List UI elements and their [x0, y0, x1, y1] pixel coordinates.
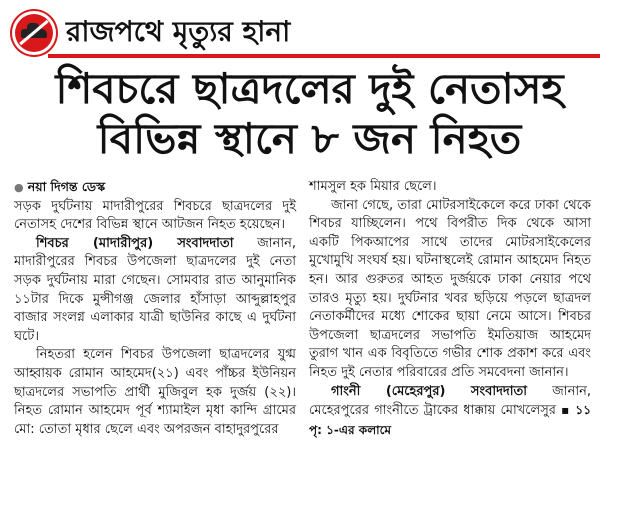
section-header	[8, 8, 598, 58]
byline	[14, 178, 296, 198]
continuation-note: ▪ ১১ পৃ: ১-এর কলামে	[309, 403, 592, 437]
dateline-shibchar: শিবচর (মাদারীপুর) সংবাদদাতা	[36, 235, 234, 251]
paragraph-4	[309, 383, 591, 441]
dateline-gangni: গাংনী (মেহেরপুর) সংবাদদাতা	[331, 383, 528, 399]
paragraph-2: নিহতরা হলেন শিবচর উপজেলা ছাত্রদলের যুগ্ম আহ্বায়ক রোমান আহমেদ(২১) এবং পাঁচ্চর ইউনিয়ন ছাত্রদলের সভাপতি প্রার্থী মুজিবুল হক দুর্জয় (২২)। নিহত রোমান আহমেদ পূর্ব শ্যামাইল মৃধা কান্দি গ্রামের মো: তোতা মৃধার ছেলে এবং অপরজন বাহাদুরপুরের	[14, 347, 296, 437]
section-title: রাজপথে মৃত্যুর হানা	[66, 15, 291, 48]
headline-line-1: শিবচরে ছাত্রদলের দুই নেতাসহ	[55, 64, 564, 113]
headline-line-2: বিভিন্ন স্থানে ৮ জন নিহত	[97, 114, 522, 163]
header-rule	[48, 54, 600, 58]
byline-desk: নয়া দিগন্ত ডেস্ক	[27, 179, 106, 194]
headline	[0, 64, 619, 164]
paragraph-2-continued: শামসুল হক মিয়ার ছেলে।	[309, 179, 437, 194]
road-accident-logo-icon	[12, 11, 56, 55]
paragraph-1	[14, 235, 296, 347]
article-column-left	[14, 178, 296, 439]
paragraph-3: জানা গেছে, তারা মোটরসাইকেলে করে ঢাকা থেকে শিবচর যাচ্ছিলেন। পথে বিপরীত দিক থেকে আসা একটি পিকআপের সাথে তাদের মোটরসাইকেলের মুখোমুখি সংঘর্ষ হয়। ঘটনাস্থলেই রোমান আহমেদ নিহত হন। আর গুরুতর আহত দুর্জয়কে ঢাকা নেয়ার পথে তারও মৃত্যু হয়। দুর্ঘটনার খবর ছড়িয়ে পড়লে ছাত্রদল নেতাকর্মীদের মধ্যে শোকের ছায়া নেমে আসে। শিবচর উপজেলা ছাত্রদলের সভাপতি ইমতিয়াজ আহমেদ তুরাগ খান এক বিবৃতিতে গভীর শোক প্রকাশ করে এবং নিহত দুই নেতার পরিবারের প্রতি সমবেদনা জানান।	[309, 197, 591, 380]
byline-bullet-icon: ●	[14, 181, 24, 194]
paragraph-4-text: জানান, মেহেরপুরের গাংনীতে ট্রাকের ধাক্কায় মোখলেসুর	[309, 383, 591, 419]
paragraph-1-text: জানান, মাদারীপুরের শিবচর উপজেলা ছাত্রদলের দুই নেতা সড়ক দুর্ঘটনায় মারা গেছেন। সোমবার রাত আনুমানিক ১১টার দিকে মুন্সীগঞ্জ জেলার হাঁসাড়া আব্দুল্লাহপুর বাজার সংলগ্ন এলাকার যাত্রী ছাউনির কাছে এ দুর্ঘটনা ঘটে।	[14, 235, 296, 344]
article-column-right	[309, 178, 591, 440]
intro-paragraph: সড়ক দুর্ঘটনায় মাদারীপুরের শিবচরে ছাত্রদলের দুই নেতাসহ দেশের বিভিন্ন স্থানে আটজন নিহত হয়েছেন।	[14, 198, 296, 233]
